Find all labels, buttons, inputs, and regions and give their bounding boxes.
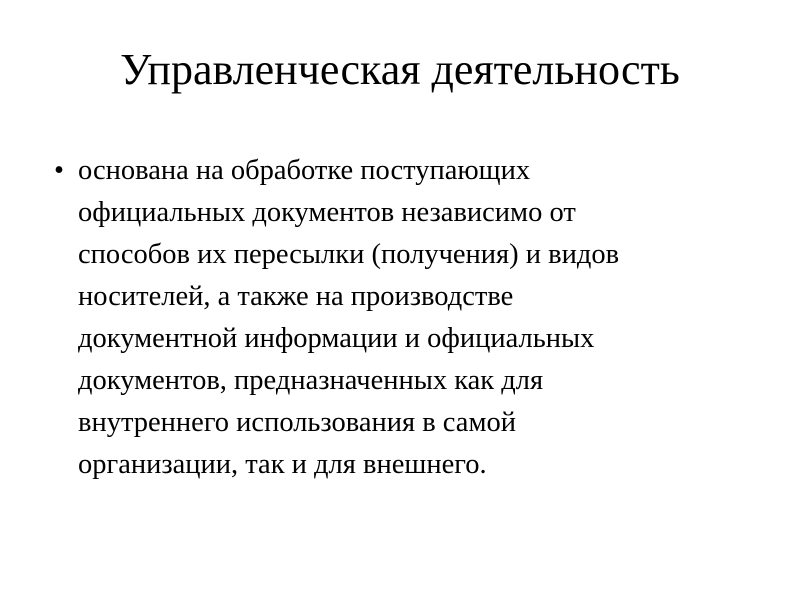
bullet-text-line: основана на обработке поступающих	[78, 155, 531, 186]
bullet-text-line: организации, так и для внешнего.	[78, 449, 487, 480]
bullet-marker-icon: •	[54, 155, 64, 186]
bullet-text-line: внутреннего использования в самой	[78, 407, 516, 438]
bullet-text-line: документов, предназначенных как для	[78, 365, 544, 396]
bullet-list	[54, 150, 774, 486]
bullet-item	[54, 150, 774, 486]
slide-title: Управленческая деятельность	[120, 45, 680, 94]
bullet-text-line: носителей, а также на производстве	[78, 281, 514, 312]
bullet-text-line: способов их пересылки (получения) и видов	[78, 239, 620, 270]
bullet-text-line: документной информации и официальных	[78, 323, 595, 354]
bullet-text-line: официальных документов независимо от	[78, 197, 576, 228]
